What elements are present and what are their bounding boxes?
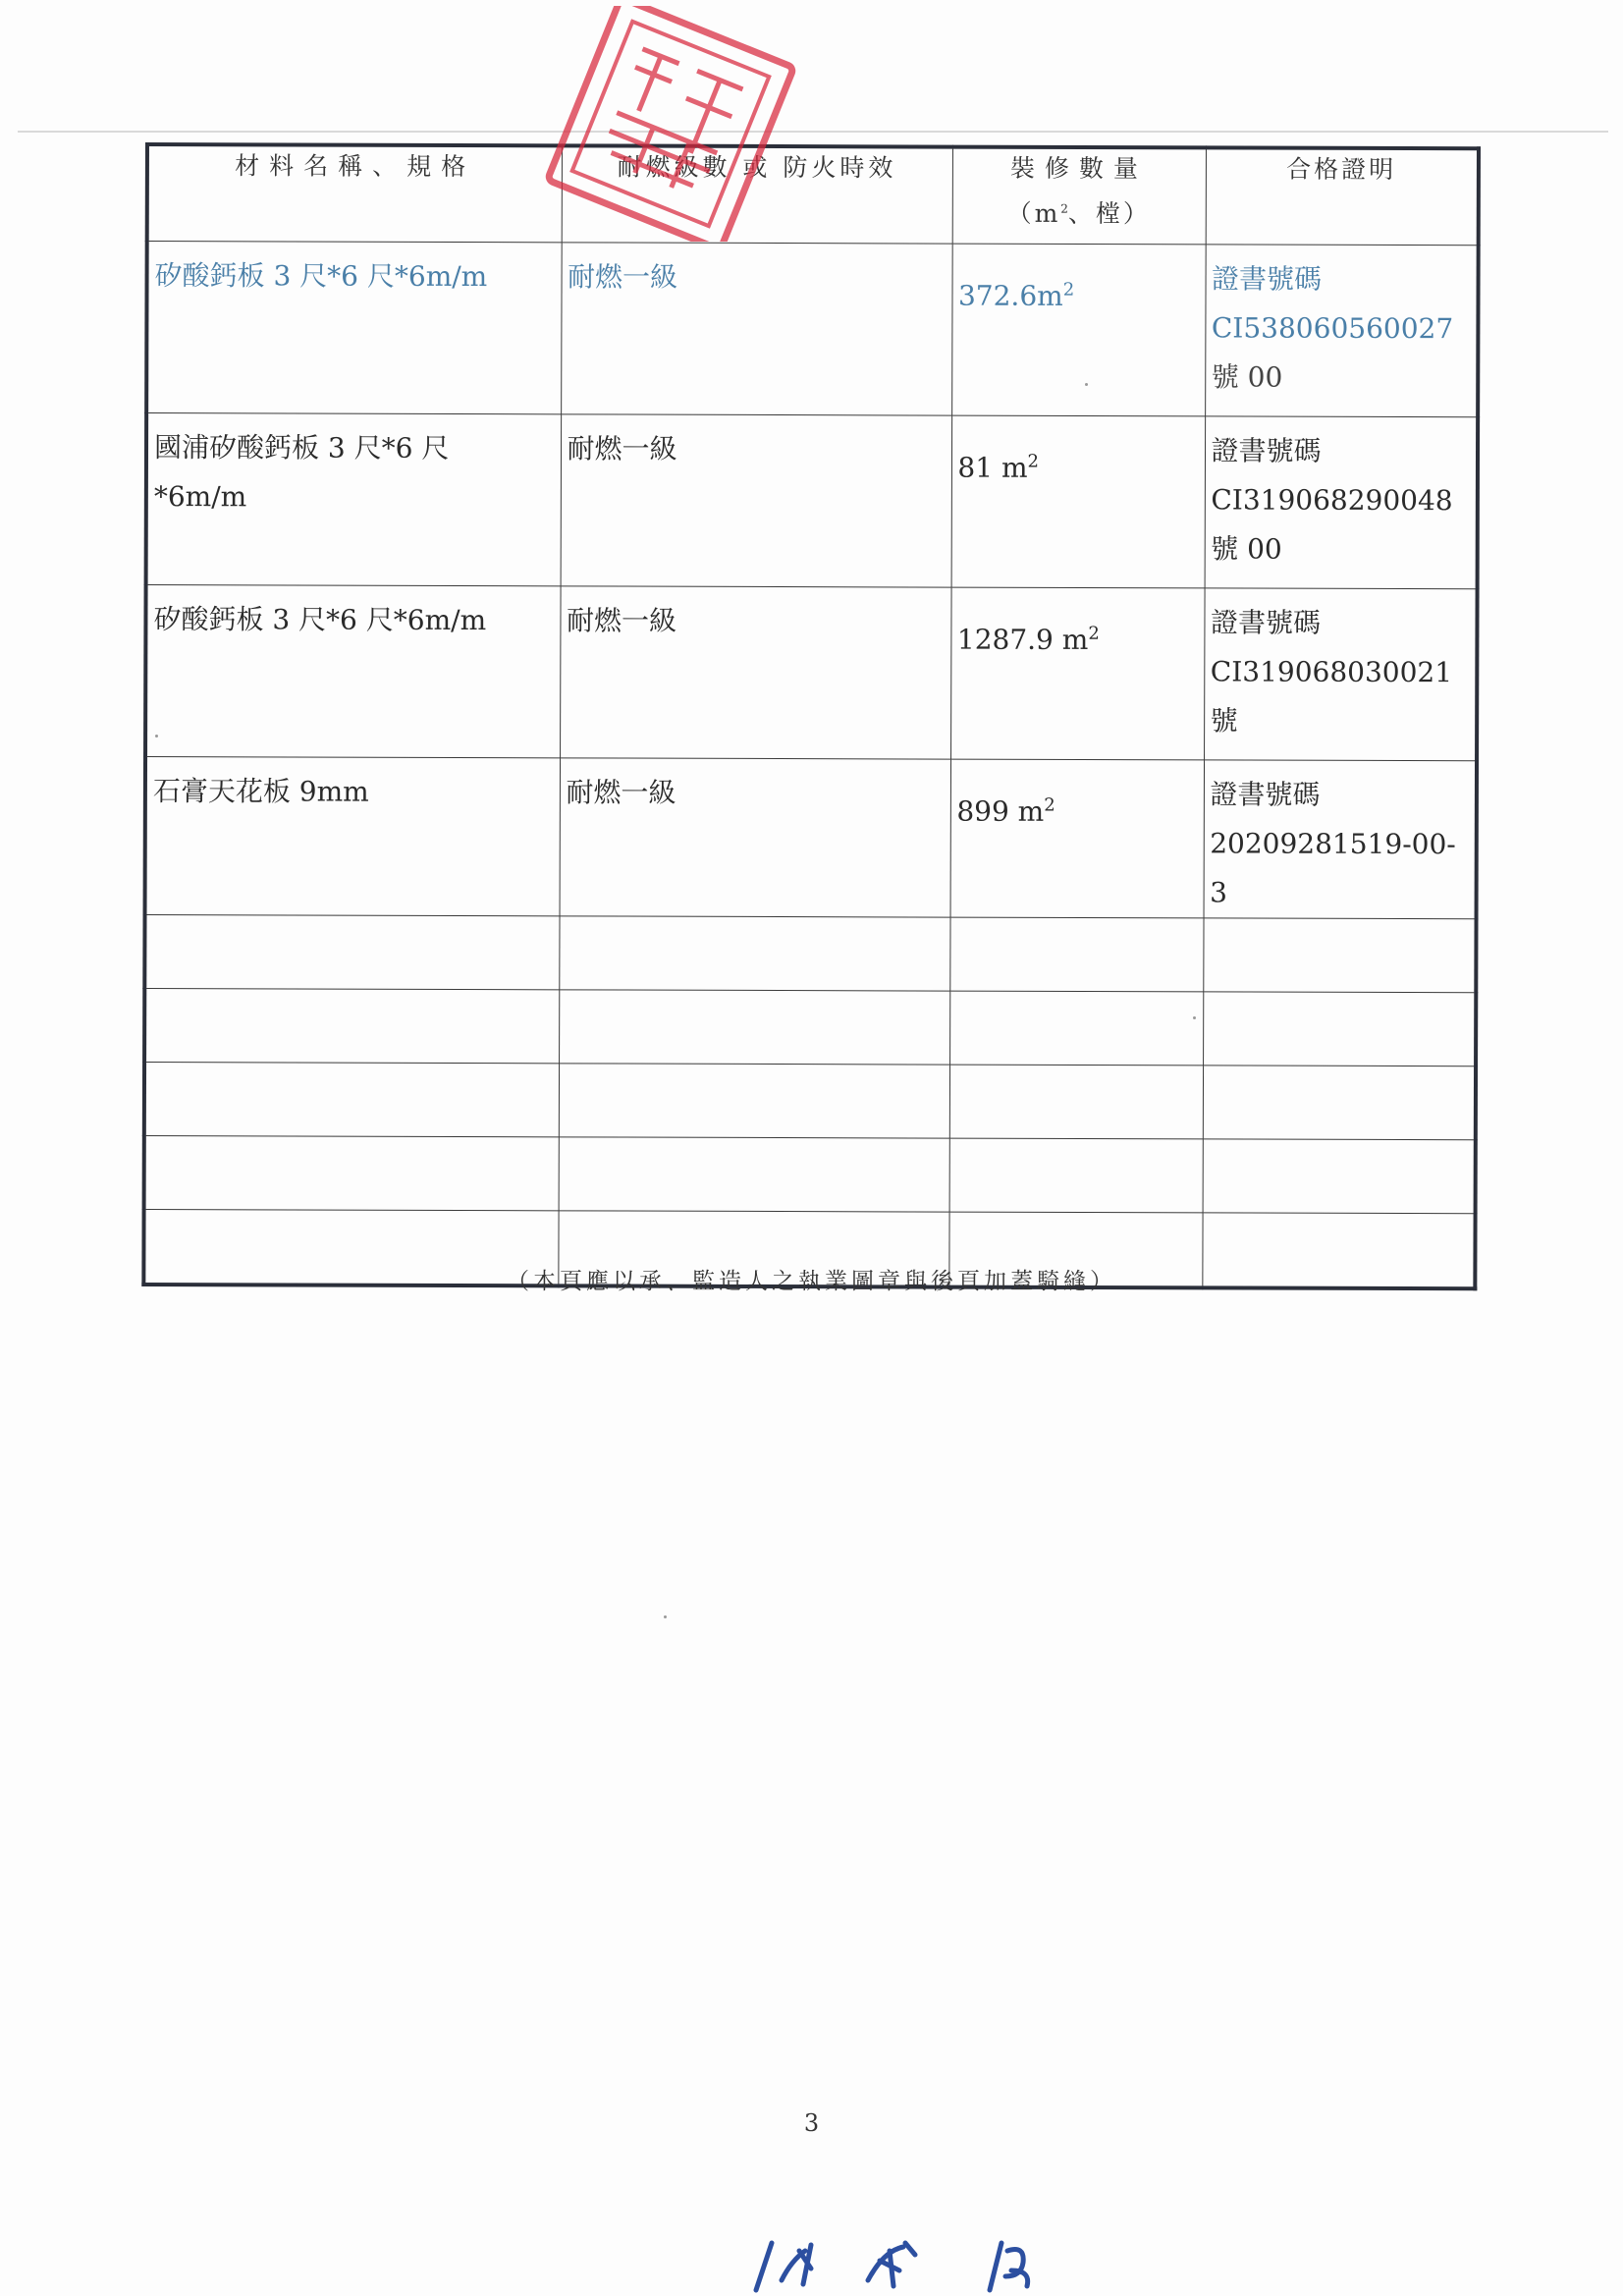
material-cell: 國浦矽酸鈣板 3 尺*6 尺 *6m/m xyxy=(146,413,562,586)
fire-rating-cell: 耐燃一級 xyxy=(561,243,952,415)
empty-cell xyxy=(949,991,1203,1066)
empty-cell xyxy=(144,1063,559,1137)
empty-table-row xyxy=(144,915,1476,993)
materials-table-container xyxy=(141,142,1481,1266)
empty-cell xyxy=(1203,992,1476,1066)
empty-table-row xyxy=(144,1136,1476,1214)
empty-cell xyxy=(1203,1066,1476,1140)
empty-cell xyxy=(949,1138,1203,1213)
certificate-cell: 證書號碼 CI319068030021 號 xyxy=(1204,588,1478,761)
table-row xyxy=(145,585,1478,761)
page-top-rule xyxy=(18,131,1608,133)
header-certificate: 合格證明 xyxy=(1206,147,1479,245)
certificate-cell: 證書號碼 20209281519-00-3 xyxy=(1204,760,1478,919)
empty-table-row xyxy=(144,989,1476,1066)
quantity-cell: 81 $m^2$ xyxy=(951,415,1206,588)
empty-cell xyxy=(559,990,949,1065)
seal-instruction-footnote: （本頁應以承、監造人之執業圖章與後頁加蓋騎縫） xyxy=(507,1269,1116,1294)
table-row xyxy=(145,757,1477,919)
empty-cell xyxy=(559,916,949,991)
material-cell: 矽酸鈣板 3 尺*6 尺*6m/m xyxy=(146,242,562,414)
header-material: 材料名稱、規格 xyxy=(147,144,562,243)
empty-cell xyxy=(559,1064,949,1138)
table-row xyxy=(146,242,1479,417)
quantity-cell: 899 $m^2$ xyxy=(950,759,1205,918)
fire-rating-cell: 耐燃一級 xyxy=(560,758,951,917)
table-row xyxy=(146,413,1479,589)
empty-table-row xyxy=(144,1063,1476,1140)
empty-cell xyxy=(1203,918,1476,993)
empty-cell xyxy=(144,915,559,990)
table-header-row xyxy=(147,144,1479,246)
fire-rating-cell: 耐燃一級 xyxy=(560,586,951,759)
quantity-cell: 1287.9 $m^2$ xyxy=(950,587,1205,760)
empty-cell xyxy=(144,1136,559,1211)
certificate-cell: 證書號碼 CI319068290048 號 00 xyxy=(1205,416,1479,589)
fire-rating-cell: 耐燃一級 xyxy=(561,414,952,587)
empty-cell xyxy=(144,989,559,1064)
header-fire-rating: 耐燃級數 或 防火時效 xyxy=(562,145,952,244)
quantity-cell: $372.6m^2$ xyxy=(951,244,1206,416)
empty-cell xyxy=(949,917,1203,992)
material-cell: 矽酸鈣板 3 尺*6 尺*6m/m xyxy=(145,585,561,758)
header-quantity: 裝修數量 （$m^2$、樘） xyxy=(952,147,1206,245)
empty-cell xyxy=(949,1065,1203,1139)
certificate-cell: 證書號碼 CI538060560027 號 00 xyxy=(1205,245,1479,417)
fire-rated-materials-table xyxy=(141,142,1481,1290)
blue-seam-seal xyxy=(742,2221,1047,2296)
page-number: 3 xyxy=(803,2109,820,2137)
material-cell: 石膏天花板 9mm xyxy=(145,757,561,916)
empty-cell xyxy=(1203,1139,1476,1214)
empty-cell xyxy=(559,1137,949,1212)
